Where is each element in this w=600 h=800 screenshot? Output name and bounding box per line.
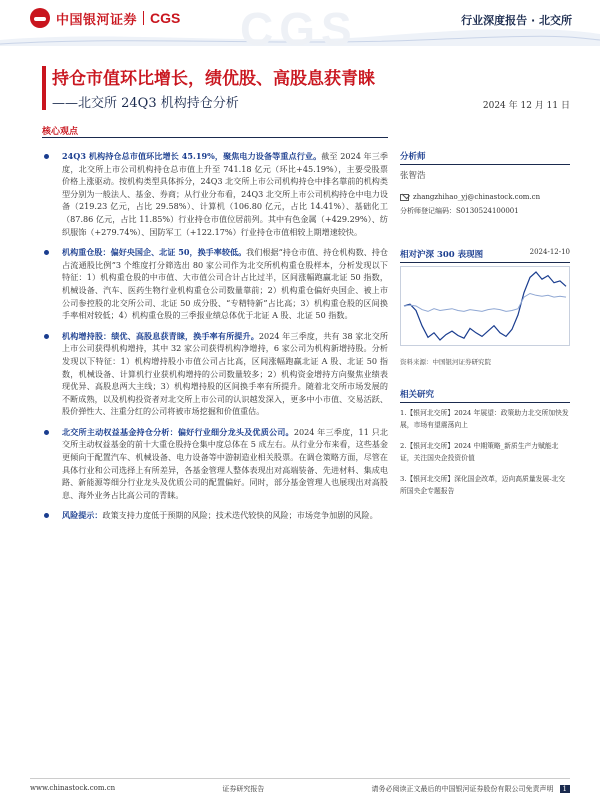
brand-logo-icon bbox=[30, 8, 50, 28]
paragraph-lead: 风险提示： bbox=[62, 510, 103, 521]
page-footer bbox=[30, 784, 570, 794]
paragraph-body: 我们根据“持仓市值、持仓机构数、持仓占流通股比例”3 个维度打分筛选出 80 家公司作为北交所机构重仓股样本，分析发现以下特征：1）机构重仓股的中市值、大市值公司合计占比过半，区间涨幅跑赢北证 50 指数，机械设备、汽车、医药生物行业机构重仓公司数量靠前；2）机构重仓偏好央国企、被上市公司参控股的北交所公司、北证 50 成分股、“专精特新”占比高；3）机构重仓股的区间换手率相对较低；4）机构重仓股的三季报业绩总体优于北证 A 股、北证 50 指数。 bbox=[62, 247, 388, 321]
sidebar bbox=[400, 150, 570, 495]
bullet-icon bbox=[44, 513, 49, 518]
related-research-item[interactable]: 2.【银河北交所】2024 中期策略_新质生产力赋能北证，关注国央企投资价值 bbox=[400, 442, 559, 462]
page-subtitle: ——北交所 24Q3 机构持仓分析 bbox=[52, 96, 239, 111]
analyst-email-row bbox=[400, 193, 570, 201]
report-type: 行业深度报告 · 北交所 bbox=[461, 14, 572, 27]
main-content bbox=[42, 150, 388, 530]
brand-logo bbox=[30, 8, 180, 28]
analyst-heading: 分析师 bbox=[400, 150, 570, 165]
paragraph-lead: 24Q3 机构持仓总市值环比增长 45.19%，聚焦电力设备等重点行业。 bbox=[62, 151, 322, 161]
paragraph-active-funds bbox=[42, 426, 388, 502]
related-research-heading: 相关研究 bbox=[400, 388, 570, 403]
paragraph-lead: 机构增持股：绩优、高股息获青睐，换手率有所提升。 bbox=[62, 330, 259, 341]
title-accent-bar bbox=[42, 66, 46, 110]
relative-performance-chart bbox=[400, 266, 570, 346]
analyst-name: 张智浩 bbox=[400, 171, 426, 181]
paragraph-body: 截至 2024 年三季度，北交所上市公司机构持仓总市值上升至 741.18 亿元（环比+45.19%），主要受股票价格上涨驱动。按机构类型具体拆分，24Q3 北交所上市公司机构持仓中排名靠前的机构类型分别为一般法人、基金、券商；从行业分布看，24Q3 北交所上市公司机构持仓中电力设备（219.23 亿元，占比 29.58%）、计算机（106.80 亿元，占比 14.41%）、基础化工（87.86 亿元，占比 11.85%）行业持仓市值位居前列。其中有色金属（+429.29%）、纺织服饰（+279.74%）、国防军工（+122.17%）行业持仓市值相较上期增速较快。 bbox=[62, 151, 388, 237]
paragraph-lead: 机构重仓股：偏好央国企、北证 50，换手率较低。 bbox=[62, 247, 247, 258]
bullet-icon bbox=[44, 430, 49, 435]
paragraph-increased-holdings bbox=[42, 330, 388, 418]
mail-icon bbox=[400, 194, 409, 201]
analyst-registration: 分析师登记编码：S0130524100001 bbox=[400, 207, 519, 215]
chart-date: 2024-12-10 bbox=[529, 248, 570, 256]
analyst-email[interactable]: zhangzhihao_yj@chinastock.com.cn bbox=[413, 193, 541, 201]
core-view-divider bbox=[42, 137, 388, 138]
paragraph-risk bbox=[42, 509, 388, 522]
bullet-icon bbox=[44, 250, 49, 255]
paragraph-body: 2024 年三季度，11 只北交所主动权益基金的前十大重仓股持仓集中度总体在 5 成左右。从行业分布来看，这些基金更倾向于配置汽车、机械设备、电力设备等中游制造业相关股票。在调仓策略方面，尽管在具体行业和公司选择上有所差异，各基金管理人整体表现出对高端装备、先进材料、集成电路、新能源等细分行业龙头及优质公司的配置偏好。同时，部分基金管理人也展现出对高股息、海外业务占比高公司的青睐。 bbox=[62, 426, 388, 500]
paragraph-lead: 北交所主动权益基金持仓分析：偏好行业细分龙头及优质公司。 bbox=[62, 426, 294, 437]
chart-title: 相对沪深 300 表现图 bbox=[400, 250, 484, 260]
chart-series-line-1 bbox=[404, 272, 566, 340]
brand-name-en: CGS bbox=[150, 10, 181, 26]
page-number: 1 bbox=[560, 785, 570, 793]
chart-heading bbox=[400, 248, 570, 263]
footer-divider bbox=[30, 778, 570, 779]
brand-name-cn: 中国银河证券 bbox=[56, 12, 138, 28]
footer-center: 证券研究报告 bbox=[222, 785, 265, 793]
bullet-icon bbox=[44, 154, 49, 159]
paragraph-holdings-growth bbox=[42, 150, 388, 238]
paragraph-body: 政策支持力度低于预期的风险；技术迭代较快的风险；市场竞争加剧的风险。 bbox=[102, 510, 378, 521]
chart-series-line-2 bbox=[404, 294, 566, 312]
paragraph-heavy-holdings bbox=[42, 246, 388, 322]
logo-divider bbox=[143, 11, 144, 25]
chart-source: 资料来源：中国银河证券研究院 bbox=[400, 358, 491, 366]
footer-website[interactable]: www.chinastock.com.cn bbox=[30, 784, 116, 792]
bullet-icon bbox=[44, 334, 49, 339]
page-title: 持仓市值环比增长，绩优股、高股息获青睐 bbox=[52, 69, 375, 89]
related-research-list bbox=[400, 408, 570, 507]
page-header bbox=[0, 0, 600, 55]
footer-disclaimer: 请务必阅读正文最后的中国银河证券股份有限公司免责声明 bbox=[371, 785, 554, 793]
paragraph-body: 2024 年三季度，共有 38 家北交所上市公司获得机构增持，其中 32 家公司获得机构净增持，6 家公司为机构新增持股。分析发现以下特征：1）机构增持股小市值公司占比高，区间涨幅跑赢北证 A 股、北证 50 指数，机械设备、计算机行业获机构增持的公司数量较多；2）机构资金增持方向聚焦业绩表现优异、高股息两大主线；3）机构增持股的区间换手率有所提升。随着北交所市场发展的不断成熟，以及机构投资者对北交所上市公司的认识越发深入，更多中小市值、交易活跃、股价弹性大、注重分红的公司将被市场挖掘和价值重估。 bbox=[62, 330, 388, 417]
cgs-watermark: CGS bbox=[240, 3, 358, 55]
report-date: 2024 年 12 月 11 日 bbox=[482, 101, 570, 111]
related-research-item[interactable]: 1.【银河北交所】2024 年展望：政策助力北交所加快发展，市场有望震荡向上 bbox=[400, 409, 569, 429]
footer-disclaimer-wrap bbox=[372, 784, 570, 794]
core-view-label: 核心观点 bbox=[42, 127, 79, 137]
related-research-item[interactable]: 3.【银河北交所】深化国企改革，迈向高质量发展-北交所国央企专题报告 bbox=[400, 475, 566, 495]
